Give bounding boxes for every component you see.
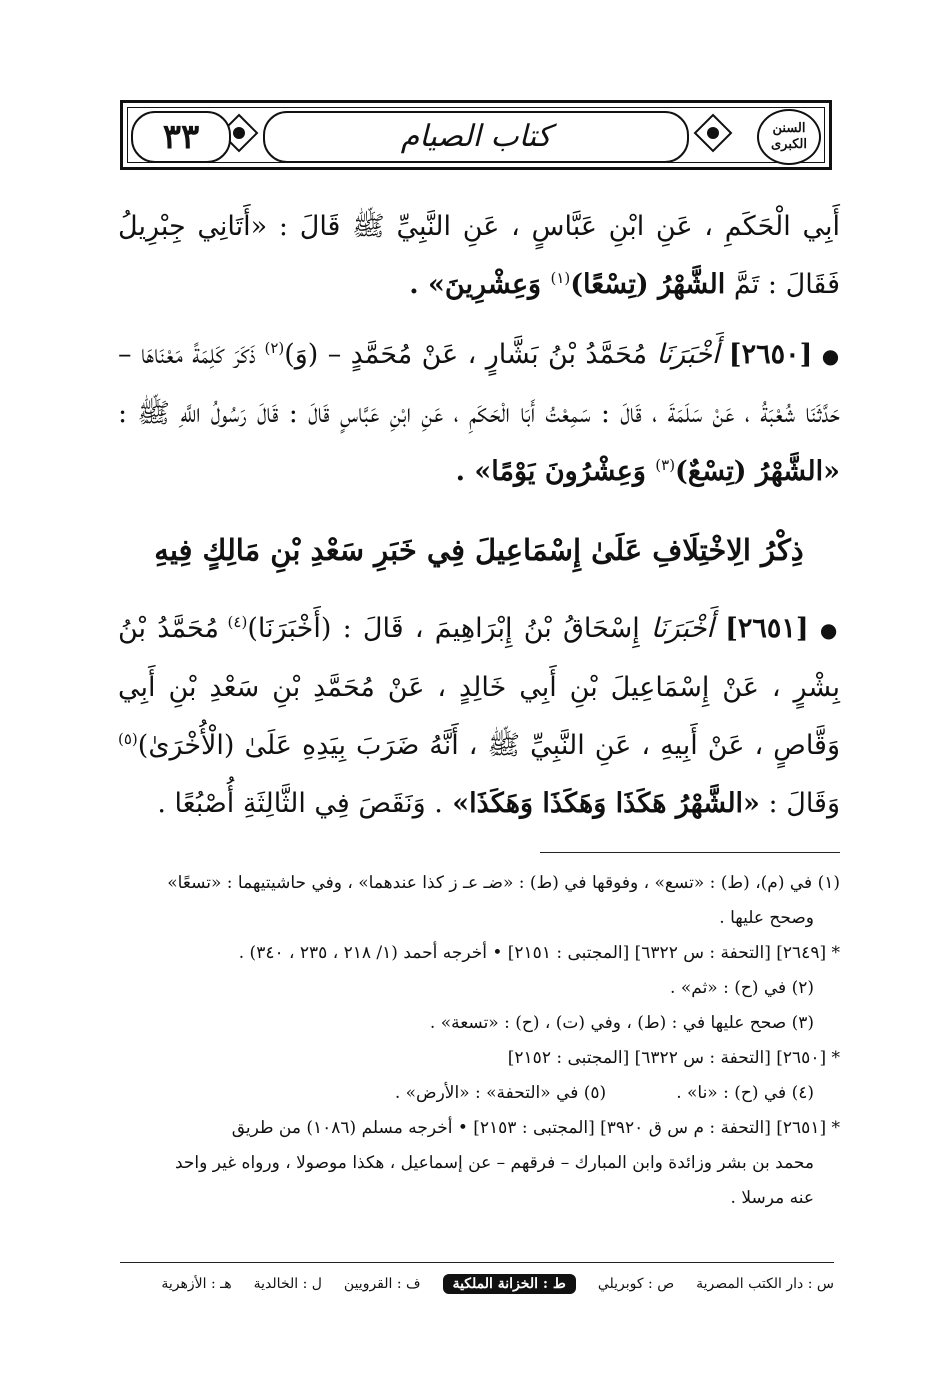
ornament-icon xyxy=(693,113,733,153)
takhrij-note: * [٢٦٥٠] [التحفة : س ٦٣٢٢] [المجتبى : ٢١٥٢] xyxy=(507,1048,840,1068)
chapter-title: كتاب الصيام xyxy=(263,111,689,163)
isnad-text: وَقَالَ : xyxy=(759,788,840,819)
text-line: أَبِي الْحَكَمِ ، عَنِ ابْنِ عَبَّاسٍ ، عَنِ النَّبِيِّ ﷺ قَالَ : «أَتَانِي جِبْرِيلُ فَقَالَ : تَمَّ xyxy=(118,211,840,300)
hadith-text: وَعِشْرُونَ يَوْمًا» . xyxy=(455,456,656,487)
footnote-divider xyxy=(540,852,840,853)
manuscript-abbr: ل : الخالدية xyxy=(253,1276,322,1292)
manuscript-key xyxy=(120,1268,834,1300)
footnotes xyxy=(122,866,840,1216)
footnote-ref: (٣) xyxy=(655,456,676,474)
manuscript-abbr: ص : كوبريلي xyxy=(597,1276,675,1292)
takhrij-note: * [٢٦٥١] [التحفة : م س ق ٣٩٢٠] [المجتبى : ٢١٥٣] • أخرجه مسلم (١٠٨٦) من طريق xyxy=(231,1118,840,1138)
takhrij-note: عنه مرسلا . xyxy=(730,1188,814,1208)
isnad-text: . وَنَقَصَ فِي الثَّالِثَةِ أُصْبُعًا . xyxy=(157,788,443,819)
manuscript-abbr-highlight: ط : الخزانة الملكية xyxy=(443,1274,576,1294)
hadith-text: «الشَّهْرُ هَكَذَا وَهَكَذَا وَهَكَذَا» xyxy=(442,788,760,819)
footnote: (٢) في (ح) : «ثم» . xyxy=(670,978,814,998)
paragraph-2651 xyxy=(118,600,840,833)
footnote: (٥) في «التحفة» : «الأرض» . xyxy=(394,1083,607,1103)
akhbarana-word: أَخْبَرَنَا xyxy=(650,613,714,644)
hadith-text: وَعِشْرِينَ» . xyxy=(409,269,551,300)
footnote: (١) في (م)، (ط) : «تسع» ، وفوقها في (ط) : «ضـ عـ ز كذا عندهما» ، وفي حاشيتيهما : «تسعًا» xyxy=(167,873,840,893)
book-seal-logo: السنن الكبرى xyxy=(757,109,821,165)
paragraph-2650 xyxy=(118,326,840,501)
hadith-number: [٢٦٥١] xyxy=(725,613,809,644)
takhrij-note: * [٢٦٤٩] [التحفة : س ٦٣٢٢] [المجتبى : ٢١٥١] • أخرجه أحمد (١/ ٢١٨ ، ٢٣٥ ، ٣٤٠) . xyxy=(238,943,840,963)
footer-divider xyxy=(120,1262,834,1263)
isnad-text: مُحَمَّدُ بْنُ بِشْرٍ ، عَنْ إِسْمَاعِيلَ بْنِ أَبِي خَالِدٍ ، عَنْ مُحَمَّدِ بْنِ سَعْدِ بْنِ أَبِي وَقَّاصٍ ، عَنْ أَبِيهِ ، عَنِ النَّبِيِّ ﷺ ، أَنَّهُ ضَرَبَ بِيَدِهِ عَلَىٰ (الْأُخْرَىٰ) xyxy=(118,613,840,761)
isnad-text: إِسْحَاقُ بْنُ إِبْرَاهِيمَ ، قَالَ : (أَخْبَرَنَا) xyxy=(247,613,651,644)
footnote: (٣) صحح عليها في : (ط) ، وفي (ت) ، (ح) : «تسعة» . xyxy=(429,1013,814,1033)
footnote-ref: (٥) xyxy=(118,730,138,748)
akhbarana-word: أَخْبَرَنَا xyxy=(656,339,720,370)
footnote-ref: (٢) xyxy=(264,339,285,357)
footnote-ref: (٤) xyxy=(227,613,248,631)
page-header-band xyxy=(120,100,832,170)
hadith-text: «الشَّهْرُ (تِسْعٌ) xyxy=(675,456,840,487)
manuscript-abbr: س : دار الكتب المصرية xyxy=(696,1276,834,1292)
page-number: ٣٣ xyxy=(131,111,231,163)
isnad-text: مُحَمَّدُ بْنُ بَشَّارٍ ، عَنْ مُحَمَّدٍ – (وَ) xyxy=(284,339,657,370)
hadith-number: [٢٦٥٠] xyxy=(728,339,813,370)
paragraph-2649-continued xyxy=(118,198,840,314)
bullet-icon: ● xyxy=(821,344,840,368)
takhrij-note: محمد بن بشر وزائدة وابن المبارك – فرقهم – عن إسماعيل ، هكذا موصولا ، ورواه غير واحد xyxy=(174,1153,814,1173)
footnote-row xyxy=(122,1076,840,1111)
footnote: وصحح عليها . xyxy=(719,908,814,928)
manuscript-abbr: ف : القرويين xyxy=(343,1276,421,1292)
hadith-text: الشَّهْرُ (تِسْعًا) xyxy=(570,269,726,300)
isnad-text: ذَكَرَ كَلِمَةً مَعْنَاهَا – حَدَّثَنَا شُعْبَةُ ، عَنْ سَلَمَةَ ، قَالَ : سَمِعْتُ أَبَا الْحَكَمِ ، عَنِ ابْنِ عَبَّاسٍ قَالَ : قَالَ رَسُولُ اللَّهِ ﷺ : xyxy=(118,339,840,429)
footnote-ref: (١) xyxy=(550,269,571,287)
section-heading: ذِكْرُ الِاخْتِلَافِ عَلَىٰ إِسْمَاعِيلَ فِي خَبَرِ سَعْدِ بْنِ مَالِكٍ فِيهِ xyxy=(154,533,804,567)
footnote: (٤) في (ح) : «نا» . xyxy=(676,1083,814,1103)
manuscript-abbr: هـ : الأزهرية xyxy=(161,1276,232,1292)
bullet-icon: ● xyxy=(819,618,840,642)
